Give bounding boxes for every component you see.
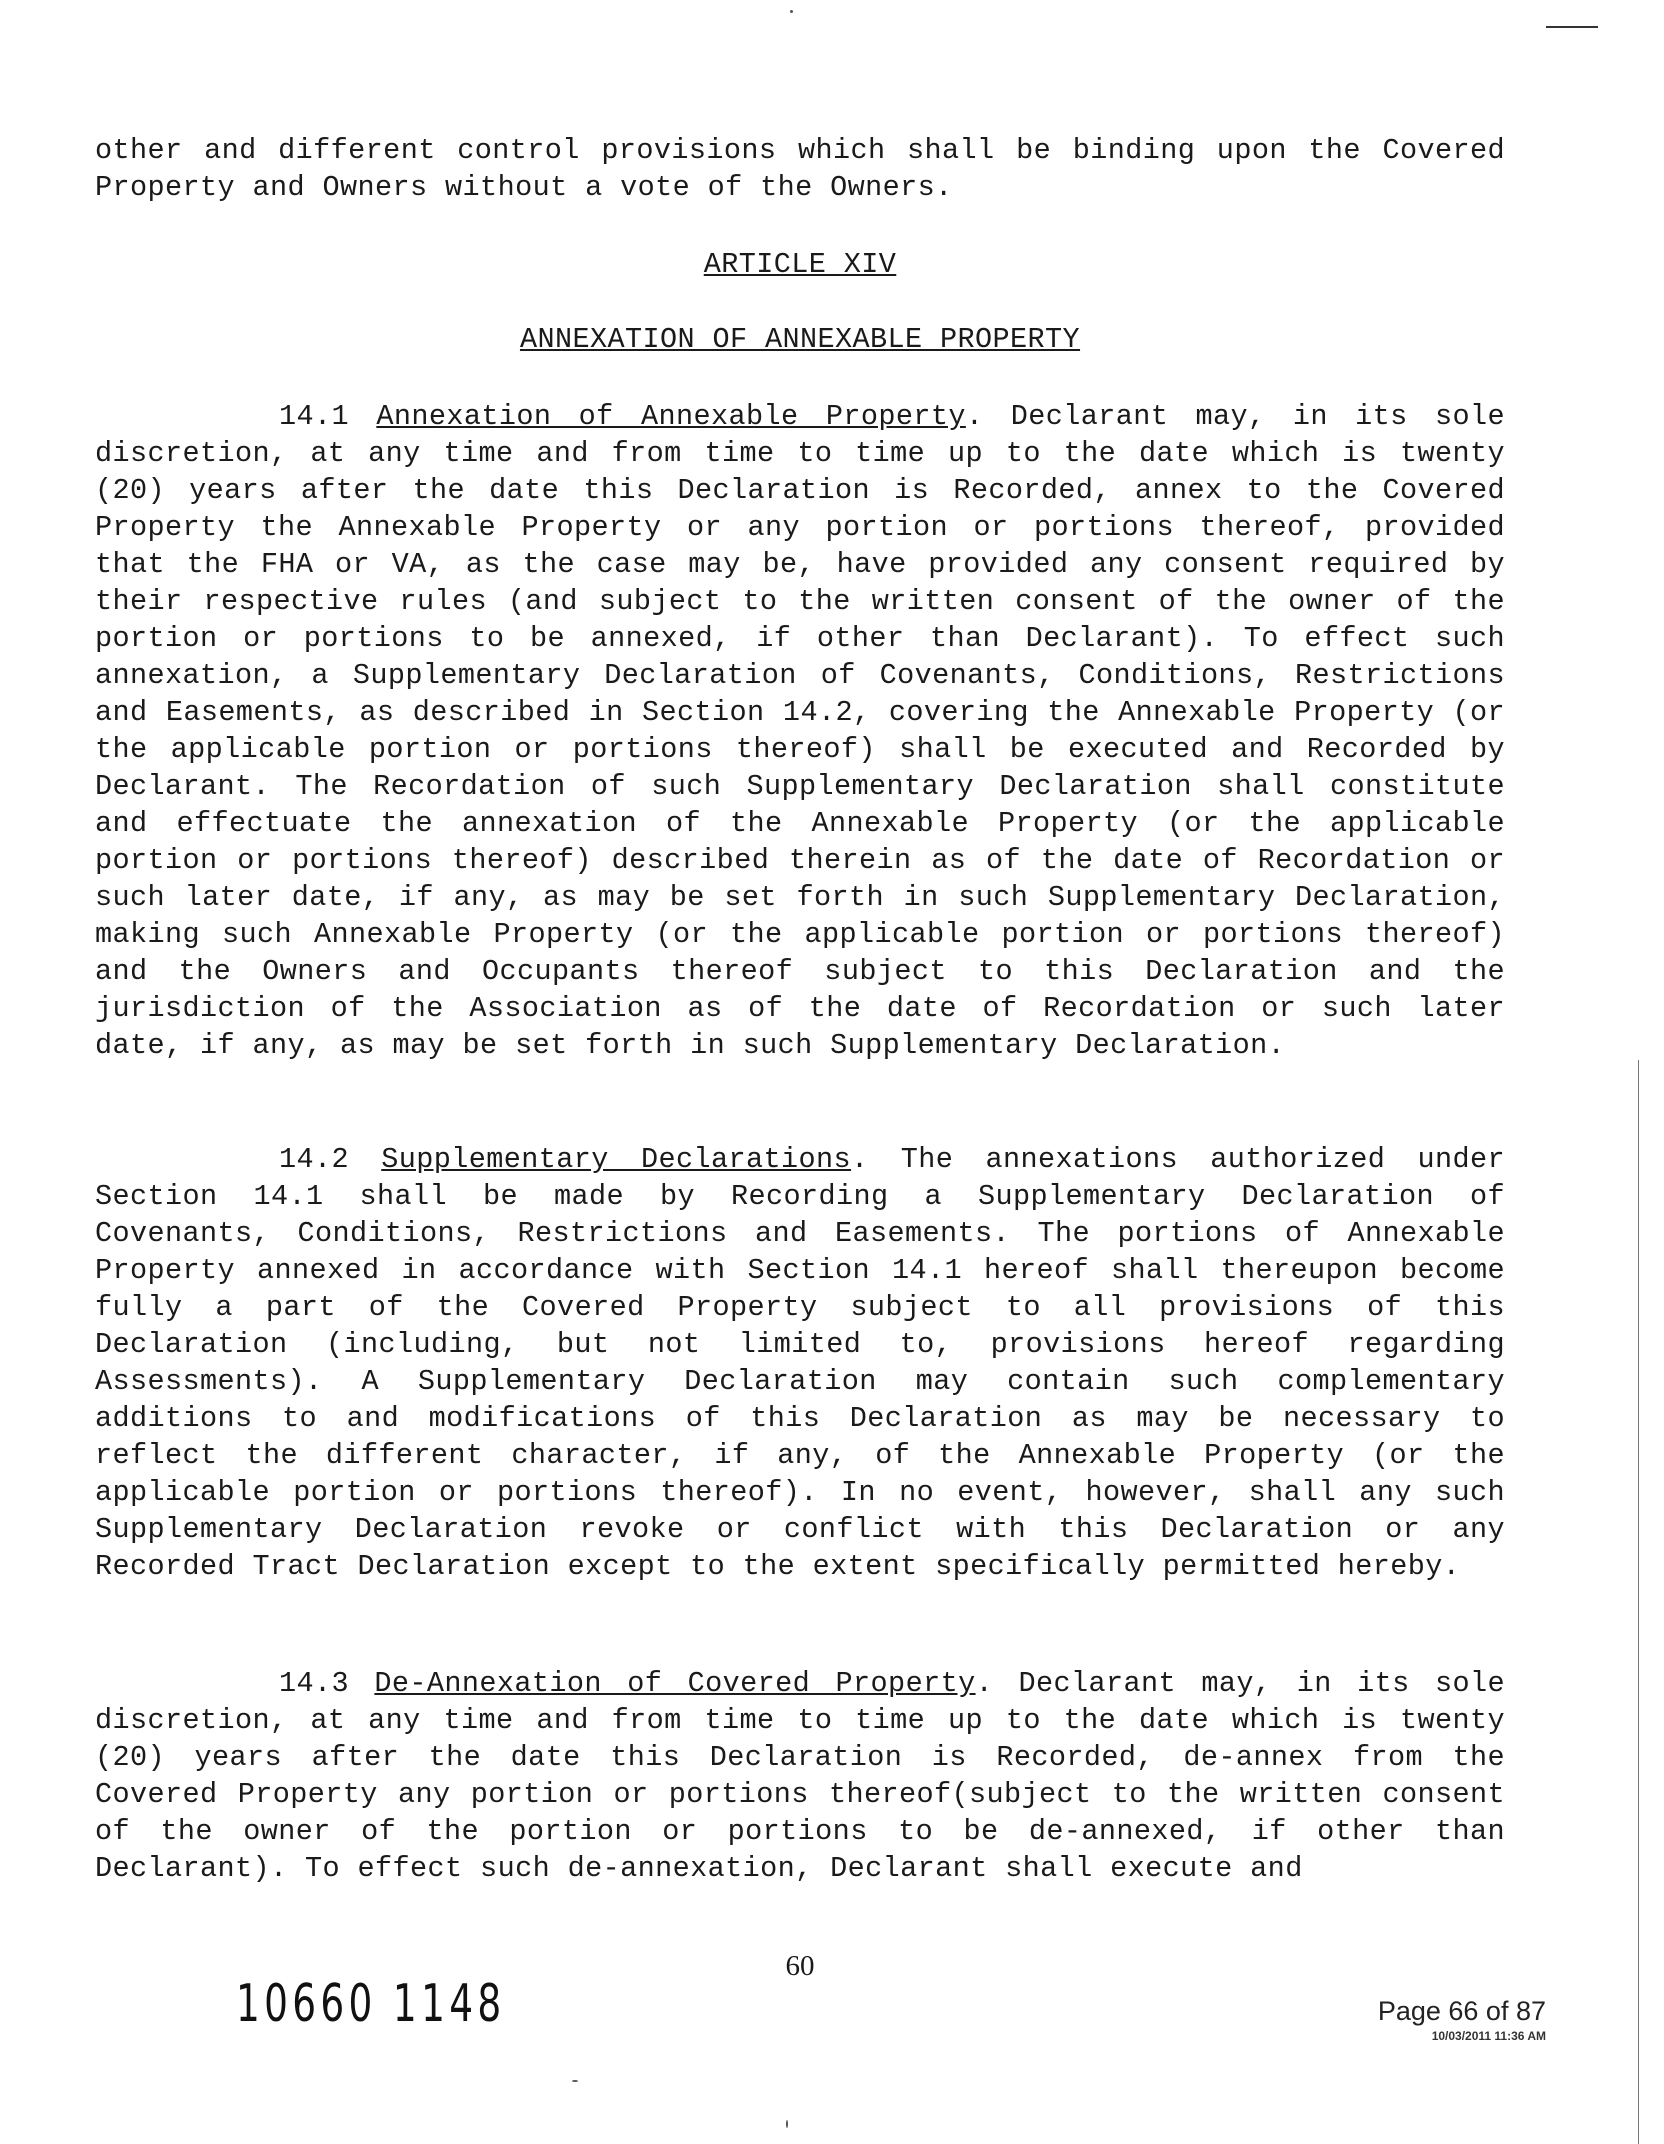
scan-edge-mark	[1546, 26, 1598, 28]
article-title: ANNEXATION OF ANNEXABLE PROPERTY	[519, 323, 1081, 356]
section-title: Annexation of Annexable Property	[376, 400, 966, 433]
recording-page-stamp: Page 66 of 87	[1377, 1996, 1546, 2026]
section-title: De-Annexation of Covered Property	[374, 1667, 976, 1700]
section-body: The annexations authorized under Section 14.1 shall be made by Recording a Supplementary Declaration of Covenants, Conditions, Restrictions and Easements. The portions of Annexable Property annexed in accordance with Section 14.1 hereof shall thereupon become fully a part of the Covered Property subject to all provisions of this Declaration (including, but not limited to, provisions hereof regarding Assessments). A Supplementary Declaration may contain such complementary additions to and modifications of this Declaration as may be necessary to reflect the different character, if any, of the Annexable Property (or the applicable portion or portions thereof). In no event, however, shall any such Supplementary Declaration revoke or conflict with this Declaration or any Recorded Tract Declaration except to the extent specifically permitted hereby.	[95, 1143, 1505, 1583]
scan-speck	[572, 2080, 578, 2082]
section-title: Supplementary Declarations	[381, 1143, 852, 1176]
section-number: 14.3	[279, 1667, 350, 1700]
scan-speck	[786, 2120, 788, 2128]
section-14-3: 14.3 De-Annexation of Covered Property. Declarant may, in its sole discretion, at any time and from time to time up to the date which is twenty (20) years after the date this Declaration is Recorded, de-annex from the Covered Property any portion or portions thereof(subject to the written consent of the owner of the portion or portions to be de-annexed, if other than Declarant). To effect such de-annexation, Declarant shall execute and	[95, 1667, 1505, 1885]
section-body: Declarant may, in its sole discretion, at any time and from time to time up to the date which is twenty (20) years after the date this Declaration is Recorded, de-annex from the Covered Property any portion or portions thereof(subject to the written consent of the owner of the portion or portions to be de-annexed, if other than Declarant). To effect such de-annexation, Declarant shall execute and	[95, 1667, 1505, 1885]
section-number: 14.2	[279, 1143, 350, 1176]
intro-text: other and different control provisions which shall be binding upon the Covered Property and Owners without a vote of the Owners.	[95, 134, 1505, 204]
page-number: 60	[785, 1950, 815, 1982]
section-number: 14.1	[279, 400, 350, 433]
recording-timestamp: 10/03/2011 11:36 AM	[1431, 2029, 1546, 2043]
article-number: ARTICLE XIV	[703, 248, 897, 281]
scan-speck	[790, 10, 793, 13]
book-page-reference: 10660 1148	[236, 1974, 506, 2034]
scan-edge-line	[1638, 1060, 1639, 2144]
section-14-2: 14.2 Supplementary Declarations. The annexations authorized under Section 14.1 shall be made by Recording a Supplementary Declaration of Covenants, Conditions, Restrictions and Easements. The portions of Annexable Property annexed in accordance with Section 14.1 hereof shall thereupon become fully a part of the Covered Property subject to all provisions of this Declaration (including, but not limited to, provisions hereof regarding Assessments). A Supplementary Declaration may contain such complementary additions to and modifications of this Declaration as may be necessary to reflect the different character, if any, of the Annexable Property (or the applicable portion or portions thereof). In no event, however, shall any such Supplementary Declaration revoke or conflict with this Declaration or any Recorded Tract Declaration except to the extent specifically permitted hereby.	[95, 1143, 1505, 1583]
section-14-1: 14.1 Annexation of Annexable Property. Declarant may, in its sole discretion, at any time and from time to time up to the date which is twenty (20) years after the date this Declaration is Recorded, annex to the Covered Property the Annexable Property or any portion or portions thereof, provided that the FHA or VA, as the case may be, have provided any consent required by their respective rules (and subject to the written consent of the owner of the portion or portions to be annexed, if other than Declarant). To effect such annexation, a Supplementary Declaration of Covenants, Conditions, Restrictions and Easements, as described in Section 14.2, covering the Annexable Property (or the applicable portion or portions thereof) shall be executed and Recorded by Declarant. The Recordation of such Supplementary Declaration shall constitute and effectuate the annexation of the Annexable Property (or the applicable portion or portions thereof) described therein as of the date of Recordation or such later date, if any, as may be set forth in such Supplementary Declaration, making such Annexable Property (or the applicable portion or portions thereof) and the Owners and Occupants thereof subject to this Declaration and the jurisdiction of the Association as of the date of Recordation or such later date, if any, as may be set forth in such Supplementary Declaration.	[95, 400, 1505, 1062]
intro-paragraph	[95, 132, 1505, 206]
section-body: Declarant may, in its sole discretion, at any time and from time to time up to the date which is twenty (20) years after the date this Declaration is Recorded, annex to the Covered Property the Annexable Property or any portion or portions thereof, provided that the FHA or VA, as the case may be, have provided any consent required by their respective rules (and subject to the written consent of the owner of the portion or portions to be annexed, if other than Declarant). To effect such annexation, a Supplementary Declaration of Covenants, Conditions, Restrictions and Easements, as described in Section 14.2, covering the Annexable Property (or the applicable portion or portions thereof) shall be executed and Recorded by Declarant. The Recordation of such Supplementary Declaration shall constitute and effectuate the annexation of the Annexable Property (or the applicable portion or portions thereof) described therein as of the date of Recordation or such later date, if any, as may be set forth in such Supplementary Declaration, making such Annexable Property (or the applicable portion or portions thereof) and the Owners and Occupants thereof subject to this Declaration and the jurisdiction of the Association as of the date of Recordation or such later date, if any, as may be set forth in such Supplementary Declaration.	[95, 400, 1505, 1062]
